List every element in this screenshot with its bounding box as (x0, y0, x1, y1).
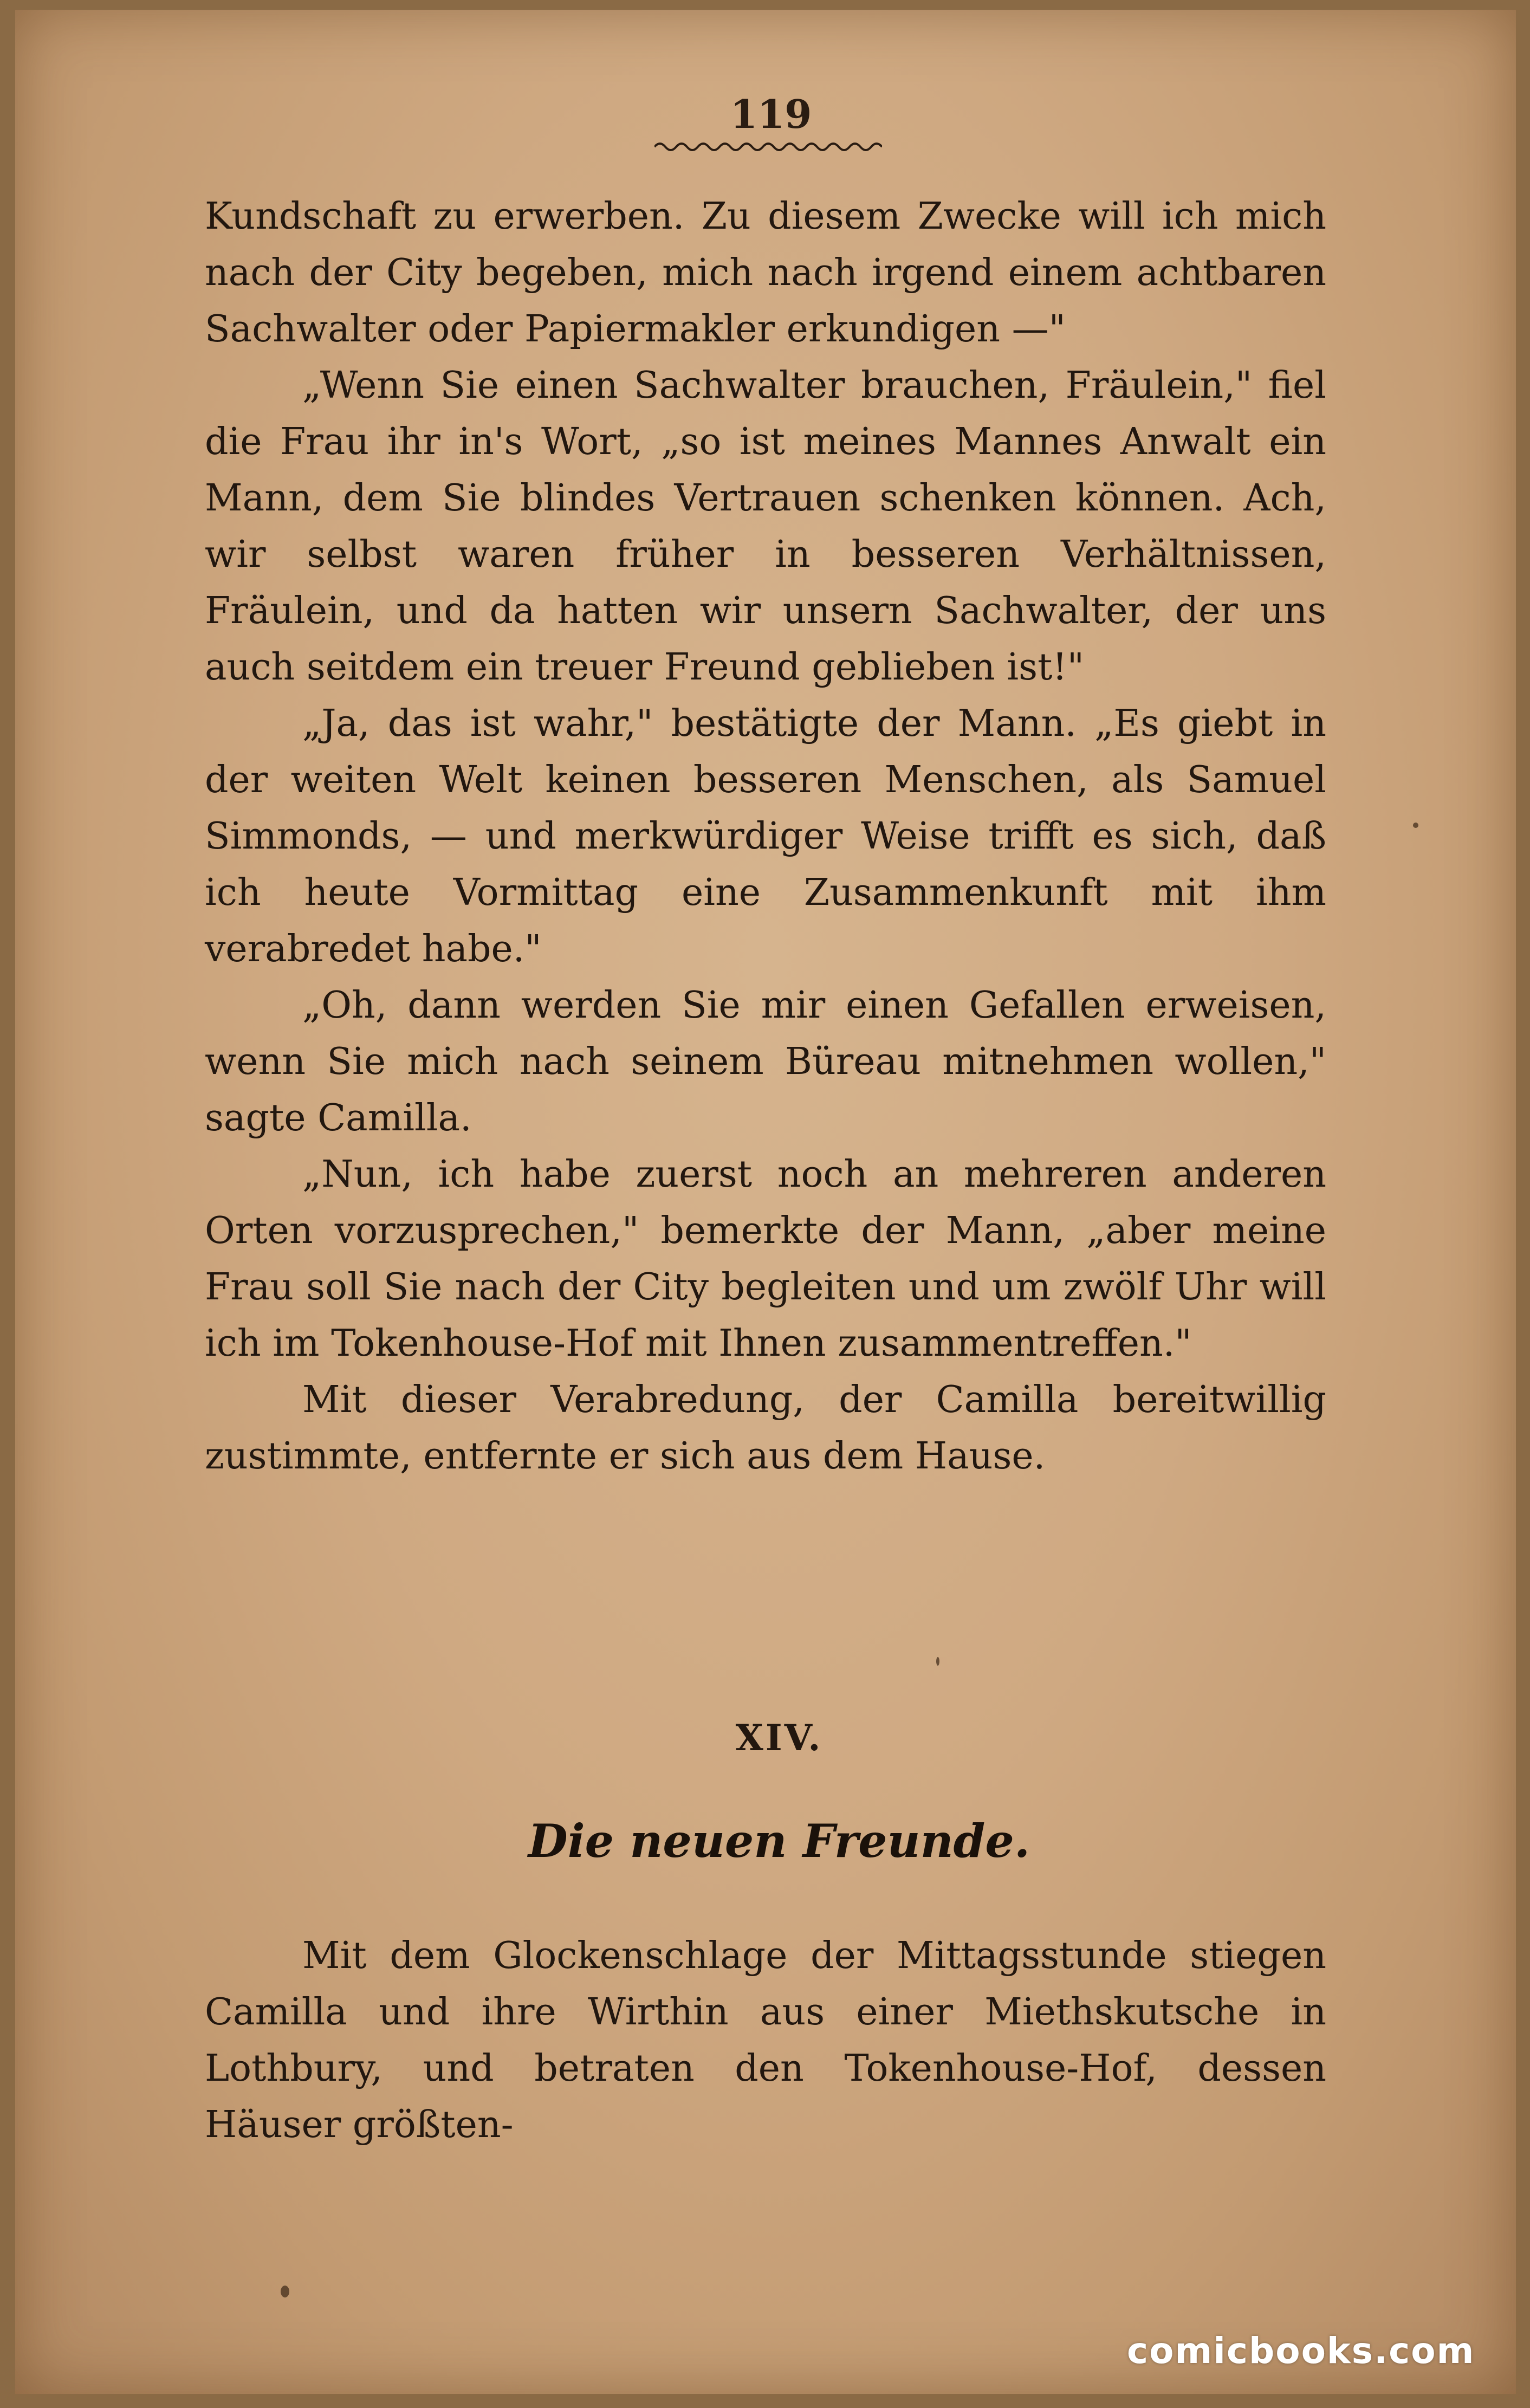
paragraph-5: „Nun, ich habe zuerst noch an mehreren anderen Orten vorzusprechen," bemerkte der Mann, „aber meine Frau soll Sie nach der City begleiten und um zwölf Uhr will ich im Tokenhouse-Hof mit Ihnen zusammentreffen." (205, 1153, 1326, 1365)
paragraph-1: Kundschaft zu erwerben. Zu diesem Zwecke will ich mich nach der City begeben, mich nach irgend einem achtbaren Sachwalter oder Papiermakler erkundigen —" (205, 195, 1326, 351)
chapter-number: XIV. (735, 1717, 823, 1759)
book-page (15, 10, 1516, 2394)
page-number: 119 (730, 91, 812, 137)
paragraph-3: „Ja, das ist wahr," bestätigte der Mann. „Es giebt in der weiten Welt keinen besseren Menschen, als Samuel Simmonds, — und merkwürdiger Weise trifft es sich, daß ich heute Vormittag eine Zusammenkunft mit ihm verabredet habe." (205, 702, 1326, 970)
watermark: comicbooks.com (1127, 2330, 1475, 2372)
ink-speck (1413, 823, 1418, 828)
wavy-ornament (654, 139, 882, 155)
paragraph-6: Mit dieser Verabredung, der Camilla bereitwillig zustimmte, entfernte er sich aus dem Hause. (205, 1378, 1326, 1478)
body-text (205, 189, 1326, 1485)
chapter-opening-paragraph: Mit dem Glockenschlage der Mittagsstunde stiegen Camilla und ihre Wirthin aus einer Miethskutsche in Lothbury, und betraten den Tokenhouse-Hof, dessen Häuser größten- (205, 1934, 1326, 2146)
ink-speck (936, 1657, 939, 1666)
paragraph-4: „Oh, dann werden Sie mir einen Gefallen erweisen, wenn Sie mich nach seinem Büreau mitnehmen wollen," sagte Camilla. (205, 984, 1326, 1140)
chapter-title: Die neuen Freunde. (528, 1814, 1030, 1868)
ink-speck (281, 2286, 289, 2297)
paragraph-2: „Wenn Sie einen Sachwalter brauchen, Fräulein," fiel die Frau ihr in's Wort, „so ist meines Mannes Anwalt ein Mann, dem Sie blindes Vertrauen schenken können. Ach, wir selbst waren früher in besseren Verhältnissen, Fräulein, und da hatten wir unsern Sachwalter, der uns auch seitdem ein treuer Freund geblieben ist!" (205, 364, 1326, 689)
